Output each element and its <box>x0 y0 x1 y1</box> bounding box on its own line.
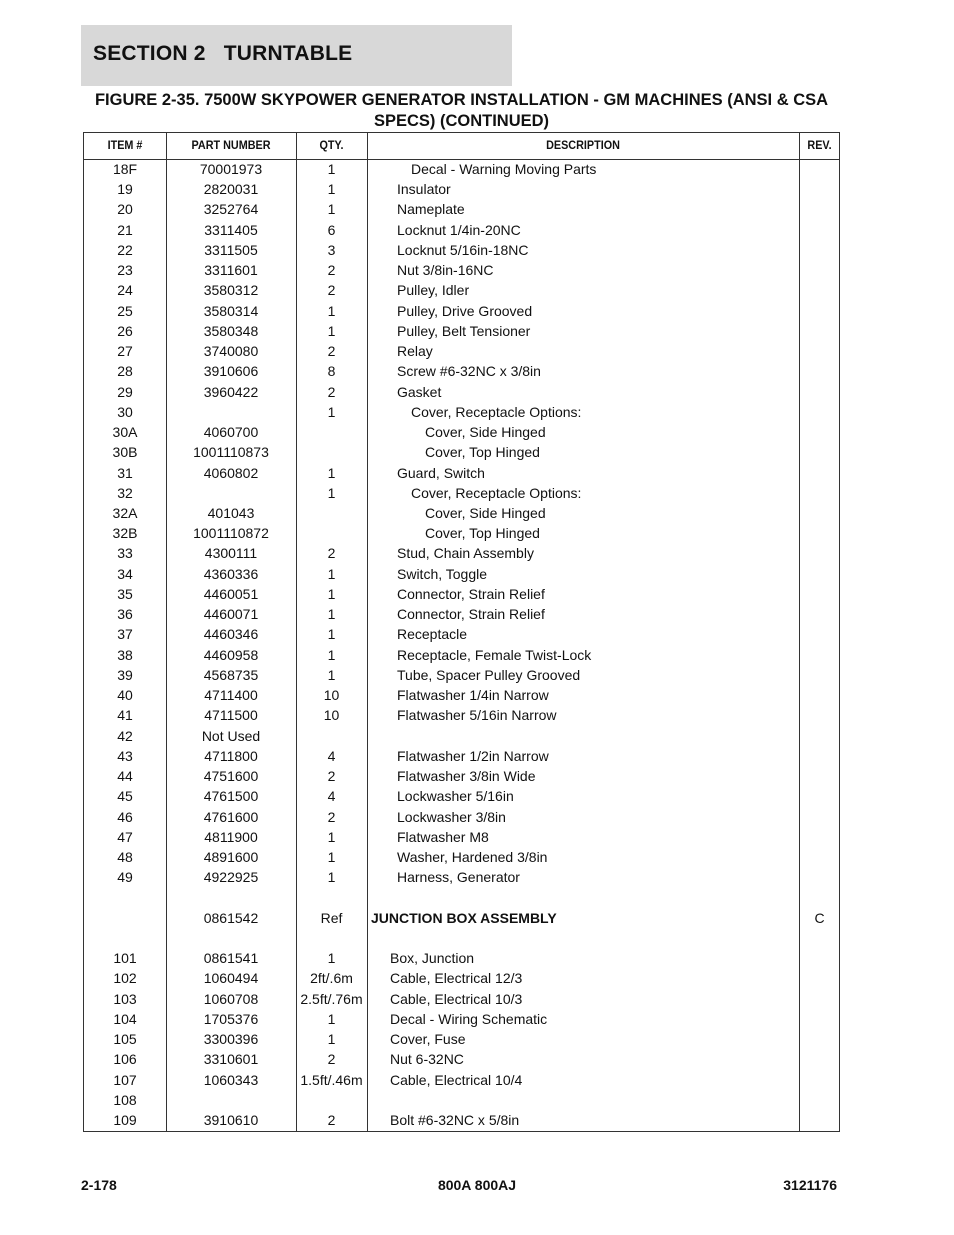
table-row <box>84 1110 839 1130</box>
table-row <box>84 240 839 260</box>
description-cell: Nut 3/8in-16NC <box>397 262 494 279</box>
description-cell: Tube, Spacer Pulley Grooved <box>397 666 581 683</box>
table-row <box>84 463 839 483</box>
description-cell: Guard, Switch <box>397 464 485 481</box>
description-cell: Harness, Generator <box>397 869 520 886</box>
table-row <box>84 159 839 179</box>
part-number-cell: 3580312 <box>203 282 259 299</box>
description-cell: JUNCTION BOX ASSEMBLY <box>371 909 557 926</box>
description-cell: Cover, Top Hinged <box>425 525 540 542</box>
description-cell: Lockwasher 3/8in <box>397 808 506 825</box>
description-cell: Flatwasher 1/4in Narrow <box>397 687 549 704</box>
part-number-cell: 1001110872 <box>193 525 269 542</box>
qty-cell: 1 <box>327 848 336 865</box>
parts-table <box>83 132 840 1132</box>
qty-cell: 1 <box>327 565 336 582</box>
part-number-cell: 3580348 <box>203 322 259 339</box>
table-row <box>84 341 839 361</box>
description-cell: Locknut 5/16in-18NC <box>397 241 529 258</box>
item-cell: 35 <box>117 585 133 602</box>
description-cell: Box, Junction <box>390 950 475 967</box>
item-cell: 49 <box>117 869 133 886</box>
part-number-cell: 1705376 <box>203 1010 259 1027</box>
qty-cell: 1 <box>327 646 336 663</box>
qty-cell: 2 <box>327 768 336 785</box>
qty-cell: 1 <box>327 403 336 420</box>
part-number-cell: 4711500 <box>204 707 258 724</box>
item-cell: 47 <box>117 828 133 845</box>
table-row <box>84 827 839 847</box>
description-cell: Flatwasher M8 <box>397 828 489 845</box>
qty-cell: 2 <box>327 808 336 825</box>
table-row <box>84 726 839 746</box>
qty-cell: 3 <box>327 241 336 258</box>
qty-cell: 1.5ft/.46m <box>300 1071 363 1088</box>
table-row <box>84 645 839 665</box>
qty-cell: 1 <box>327 606 336 623</box>
description-cell: Flatwasher 3/8in Wide <box>397 768 536 785</box>
part-number-cell: 3910606 <box>203 363 259 380</box>
qty-cell: 10 <box>323 707 340 724</box>
header-rev: REV. <box>807 138 832 152</box>
table-row <box>84 382 839 402</box>
description-cell: Locknut 1/4in-20NC <box>397 221 521 238</box>
table-row <box>84 301 839 321</box>
part-number-cell: 0861541 <box>203 950 259 967</box>
item-cell: 43 <box>117 747 133 764</box>
item-cell: 41 <box>117 707 133 724</box>
qty-cell: 2ft/.6m <box>310 970 353 987</box>
description-cell: Flatwasher 5/16in Narrow <box>397 707 557 724</box>
description-cell: Nut 6-32NC <box>390 1051 464 1068</box>
item-cell: 44 <box>117 768 133 785</box>
rev-cell: C <box>814 909 825 926</box>
part-number-cell: 3300396 <box>203 1031 259 1048</box>
item-cell: 26 <box>117 322 133 339</box>
table-row <box>84 908 839 928</box>
table-row <box>84 1049 839 1069</box>
item-cell: 101 <box>113 950 137 967</box>
qty-cell: 2 <box>327 282 336 299</box>
description-cell: Cover, Receptacle Options: <box>411 484 582 501</box>
item-cell: 38 <box>117 646 133 663</box>
qty-cell: 1 <box>327 950 336 967</box>
part-number-cell: 1060343 <box>203 1071 259 1088</box>
table-row <box>84 948 839 968</box>
description-cell: Cover, Receptacle Options: <box>411 403 582 420</box>
model-label: 800A 800AJ <box>437 1177 517 1193</box>
description-cell: Cover, Side Hinged <box>425 504 546 521</box>
qty-cell: 6 <box>327 221 336 238</box>
table-row <box>84 685 839 705</box>
table-row <box>84 564 839 584</box>
table-row <box>84 1090 839 1110</box>
table-header <box>84 133 839 160</box>
part-number-cell: 4460346 <box>203 626 259 643</box>
item-cell: 104 <box>113 1010 137 1027</box>
item-cell: 20 <box>117 201 133 218</box>
item-cell: 18F <box>112 161 138 177</box>
qty-cell: 10 <box>323 687 340 704</box>
item-cell: 19 <box>117 181 133 198</box>
item-cell: 25 <box>117 302 133 319</box>
qty-cell: 2 <box>327 262 336 279</box>
item-cell: 28 <box>117 363 133 380</box>
table-row <box>84 523 839 543</box>
qty-cell: 1 <box>327 585 336 602</box>
qty-cell: 1 <box>327 161 336 177</box>
figure-title: FIGURE 2-35. 7500W SKYPOWER GENERATOR INSTALLATION - GM MACHINES (ANSI & CSA SPECS) (CONTINUED) <box>94 91 829 130</box>
description-cell: Bolt #6-32NC x 5/8in <box>390 1112 520 1129</box>
item-cell: 33 <box>117 545 133 562</box>
description-cell: Cover, Side Hinged <box>425 424 546 441</box>
qty-cell: 1 <box>327 201 336 218</box>
description-cell: Cable, Electrical 10/4 <box>390 1071 523 1088</box>
table-row <box>84 766 839 786</box>
part-number-cell: Not Used <box>201 727 261 744</box>
part-number-cell: 4060700 <box>203 424 259 441</box>
item-cell: 105 <box>113 1031 137 1048</box>
qty-cell: 1 <box>327 322 336 339</box>
qty-cell: 1 <box>327 1031 336 1048</box>
table-row <box>84 665 839 685</box>
part-number-cell: 3311405 <box>204 221 258 238</box>
item-cell: 40 <box>117 687 133 704</box>
table-row <box>84 503 839 523</box>
item-cell: 24 <box>117 282 133 299</box>
item-cell: 34 <box>117 565 133 582</box>
part-number-cell: 4761600 <box>203 808 259 825</box>
item-cell: 103 <box>113 990 137 1007</box>
header-description: DESCRIPTION <box>546 138 620 152</box>
qty-cell: 1 <box>327 828 336 845</box>
table-row <box>84 989 839 1009</box>
table-row <box>84 968 839 988</box>
description-cell: Relay <box>397 343 433 360</box>
description-cell: Decal - Wiring Schematic <box>390 1010 548 1027</box>
table-row <box>84 584 839 604</box>
item-cell: 48 <box>117 848 133 865</box>
description-cell: Connector, Strain Relief <box>397 585 545 602</box>
description-cell: Insulator <box>397 181 451 198</box>
table-row <box>84 867 839 887</box>
part-number-cell: 2820031 <box>203 181 259 198</box>
part-number-cell: 0861542 <box>203 909 259 926</box>
part-number-cell: 4060802 <box>203 464 259 481</box>
qty-cell: 4 <box>327 747 336 764</box>
table-row <box>84 1009 839 1029</box>
part-number-cell: 3311505 <box>204 241 258 258</box>
table-row <box>84 543 839 563</box>
table-row <box>84 847 839 867</box>
qty-cell: 1 <box>327 181 336 198</box>
part-number-cell: 4568735 <box>203 666 259 683</box>
table-row <box>84 887 839 907</box>
section-banner <box>81 25 512 86</box>
page-number: 2-178 <box>81 1177 117 1193</box>
item-cell: 102 <box>113 970 137 987</box>
table-row <box>84 928 839 948</box>
description-cell: Receptacle, Female Twist-Lock <box>397 646 592 663</box>
part-number-cell: 4460071 <box>203 606 259 623</box>
description-cell: Connector, Strain Relief <box>397 606 545 623</box>
qty-cell: 2 <box>327 1051 336 1068</box>
description-cell: Flatwasher 1/2in Narrow <box>397 747 549 764</box>
table-body <box>84 159 839 1130</box>
part-number-cell: 1060494 <box>203 970 259 987</box>
part-number-cell: 4751600 <box>203 768 259 785</box>
table-row <box>84 220 839 240</box>
table-row <box>84 746 839 766</box>
table-row <box>84 786 839 806</box>
item-cell: 37 <box>117 626 133 643</box>
table-row <box>84 807 839 827</box>
description-cell: Lockwasher 5/16in <box>397 788 514 805</box>
item-cell: 45 <box>117 788 133 805</box>
table-row <box>84 179 839 199</box>
description-cell: Decal - Warning Moving Parts <box>411 161 597 177</box>
qty-cell: 2 <box>327 343 336 360</box>
part-number-cell: 4460051 <box>203 585 259 602</box>
part-number-cell: 1001110873 <box>193 444 269 461</box>
qty-cell: Ref <box>320 909 343 926</box>
qty-cell: 2 <box>327 1112 336 1129</box>
item-cell: 22 <box>117 241 133 258</box>
qty-cell: 1 <box>327 302 336 319</box>
item-cell: 46 <box>117 808 133 825</box>
qty-cell: 1 <box>327 869 336 886</box>
qty-cell: 2.5ft/.76m <box>300 990 363 1007</box>
table-row <box>84 624 839 644</box>
part-number-cell: 3311601 <box>204 262 258 279</box>
qty-cell: 4 <box>327 788 336 805</box>
description-cell: Cover, Top Hinged <box>425 444 540 461</box>
item-cell: 30A <box>112 424 138 441</box>
part-number-cell: 3580314 <box>203 302 259 319</box>
description-cell: Cover, Fuse <box>390 1031 466 1048</box>
part-number-cell: 4360336 <box>203 565 259 582</box>
qty-cell: 2 <box>327 545 336 562</box>
table-row <box>84 705 839 725</box>
part-number-cell: 4300111 <box>204 545 258 562</box>
description-cell: Cable, Electrical 10/3 <box>390 990 523 1007</box>
section-title: SECTION 2 TURNTABLE <box>93 42 353 65</box>
table-row <box>84 604 839 624</box>
part-number-cell: 4711800 <box>204 747 258 764</box>
description-cell: Screw #6-32NC x 3/8in <box>397 363 541 380</box>
part-number-cell: 4711400 <box>204 687 258 704</box>
description-cell: Washer, Hardened 3/8in <box>397 848 548 865</box>
item-cell: 107 <box>113 1071 137 1088</box>
description-cell: Gasket <box>397 383 442 400</box>
part-number-cell: 3310601 <box>203 1051 259 1068</box>
part-number-cell: 3740080 <box>203 343 259 360</box>
description-cell: Pulley, Belt Tensioner <box>397 322 531 339</box>
table-row <box>84 199 839 219</box>
description-cell: Switch, Toggle <box>397 565 488 582</box>
part-number-cell: 4460958 <box>203 646 259 663</box>
header-item: ITEM # <box>107 138 143 152</box>
item-cell: 30 <box>117 403 133 420</box>
item-cell: 42 <box>117 727 133 744</box>
description-cell: Receptacle <box>397 626 468 643</box>
table-row <box>84 402 839 422</box>
item-cell: 36 <box>117 606 133 623</box>
description-cell: Pulley, Drive Grooved <box>397 302 533 319</box>
header-qty: QTY. <box>319 138 344 152</box>
item-cell: 29 <box>117 383 133 400</box>
description-cell: Cable, Electrical 12/3 <box>390 970 523 987</box>
table-row <box>84 280 839 300</box>
item-cell: 23 <box>117 262 133 279</box>
header-part-number: PART NUMBER <box>191 138 271 152</box>
item-cell: 109 <box>113 1112 137 1129</box>
part-number-cell: 70001973 <box>199 161 263 177</box>
table-row <box>84 442 839 462</box>
doc-number: 3121176 <box>783 1177 837 1193</box>
part-number-cell: 1060708 <box>203 990 259 1007</box>
qty-cell: 2 <box>327 383 336 400</box>
table-row <box>84 361 839 381</box>
item-cell: 32A <box>112 504 138 521</box>
table-row <box>84 260 839 280</box>
item-cell: 27 <box>117 343 133 360</box>
table-row <box>84 422 839 442</box>
table-row <box>84 321 839 341</box>
item-cell: 39 <box>117 666 133 683</box>
description-cell: Nameplate <box>397 201 465 218</box>
part-number-cell: 4922925 <box>203 869 259 886</box>
item-cell: 31 <box>117 464 133 481</box>
qty-cell: 1 <box>327 626 336 643</box>
part-number-cell: 4761500 <box>203 788 259 805</box>
item-cell: 32 <box>117 484 133 501</box>
qty-cell: 1 <box>327 1010 336 1027</box>
part-number-cell: 4891600 <box>203 848 259 865</box>
table-row <box>84 1029 839 1049</box>
description-cell: Pulley, Idler <box>397 282 470 299</box>
part-number-cell: 401043 <box>207 504 255 521</box>
part-number-cell: 3910610 <box>203 1112 259 1129</box>
item-cell: 21 <box>117 221 133 238</box>
item-cell: 30B <box>112 444 138 461</box>
part-number-cell: 3252764 <box>203 201 259 218</box>
item-cell: 106 <box>113 1051 137 1068</box>
item-cell: 108 <box>113 1091 137 1108</box>
qty-cell: 8 <box>327 363 336 380</box>
part-number-cell: 4811900 <box>204 828 258 845</box>
description-cell: Stud, Chain Assembly <box>397 545 534 562</box>
item-cell: 32B <box>112 525 138 542</box>
qty-cell: 1 <box>327 666 336 683</box>
part-number-cell: 3960422 <box>203 383 259 400</box>
qty-cell: 1 <box>327 484 336 501</box>
table-row <box>84 483 839 503</box>
table-row <box>84 1070 839 1090</box>
qty-cell: 1 <box>327 464 336 481</box>
